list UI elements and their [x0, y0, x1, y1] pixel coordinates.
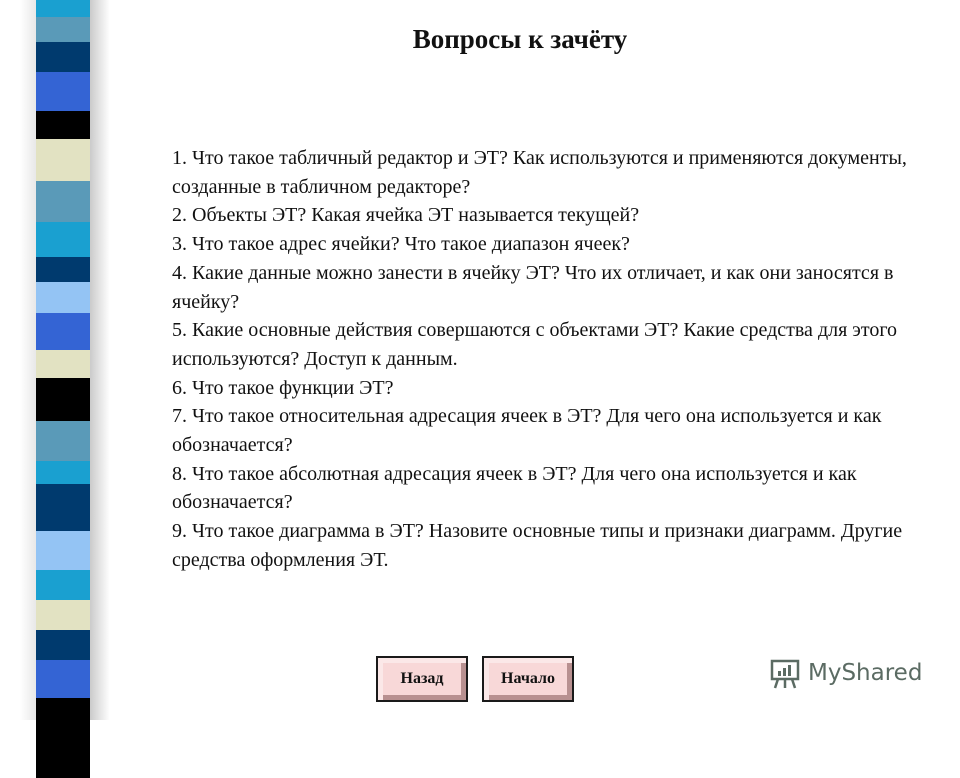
stripe-band [36, 350, 90, 378]
stripe-band [36, 484, 90, 531]
stripe-band [36, 378, 90, 421]
stripe-band [36, 181, 90, 223]
stripe-band [36, 111, 90, 139]
stripe-band [36, 139, 90, 181]
watermark-text: MyShared [808, 660, 923, 686]
question-item: 1. Что такое табличный редактор и ЭТ? Как используются и применяются документы, созданные в табличном редакторе? [172, 147, 907, 198]
question-item: 7. Что такое относительная адресация ячеек в ЭТ? Для чего она используется и как обозначается? [172, 405, 882, 457]
stripe-band [36, 222, 90, 257]
stripe-band [36, 257, 90, 282]
stripe-band [36, 531, 90, 570]
stripe-band [36, 570, 90, 601]
stripe-band [36, 660, 90, 698]
page-title: Вопросы к зачёту [412, 24, 628, 54]
stripe-band [36, 630, 90, 661]
stripe-band [36, 0, 90, 17]
stripe-band [36, 421, 90, 461]
stripe-band [36, 600, 90, 629]
questions-list [172, 144, 952, 575]
question-item: 3. Что такое адрес ячейки? Что такое диапазон ячеек? [172, 233, 630, 256]
question-item: 5. Какие основные действия совершаются с объектами ЭТ? Какие средства для этого используются? Доступ к данным. [172, 319, 898, 370]
stripe-band [36, 698, 90, 778]
decorative-stripe [36, 0, 90, 720]
stripe-band [36, 313, 90, 351]
presentation-board-icon [768, 656, 802, 690]
stripe-band [36, 72, 90, 111]
question-item: 2. Объекты ЭТ? Какая ячейка ЭТ называется текущей? [172, 204, 640, 227]
watermark-logo [768, 656, 922, 690]
question-item: 8. Что такое абсолютная адресация ячеек в ЭТ? Для чего она используется и как обозначается? [172, 462, 857, 514]
question-item: 6. Что такое функции ЭТ? [172, 376, 394, 399]
question-item: 4. Какие данные можно занести в ячейку ЭТ? Что их отличает, и как они заносятся в ячейку? [172, 261, 894, 313]
stripe-band [36, 461, 90, 483]
back-button[interactable]: Назад [376, 656, 468, 702]
home-button[interactable]: Начало [482, 656, 574, 702]
stripe-band [36, 282, 90, 313]
question-item: 9. Что такое диаграмма в ЭТ? Назовите основные типы и признаки диаграмм. Другие средства оформления ЭТ. [172, 520, 903, 571]
